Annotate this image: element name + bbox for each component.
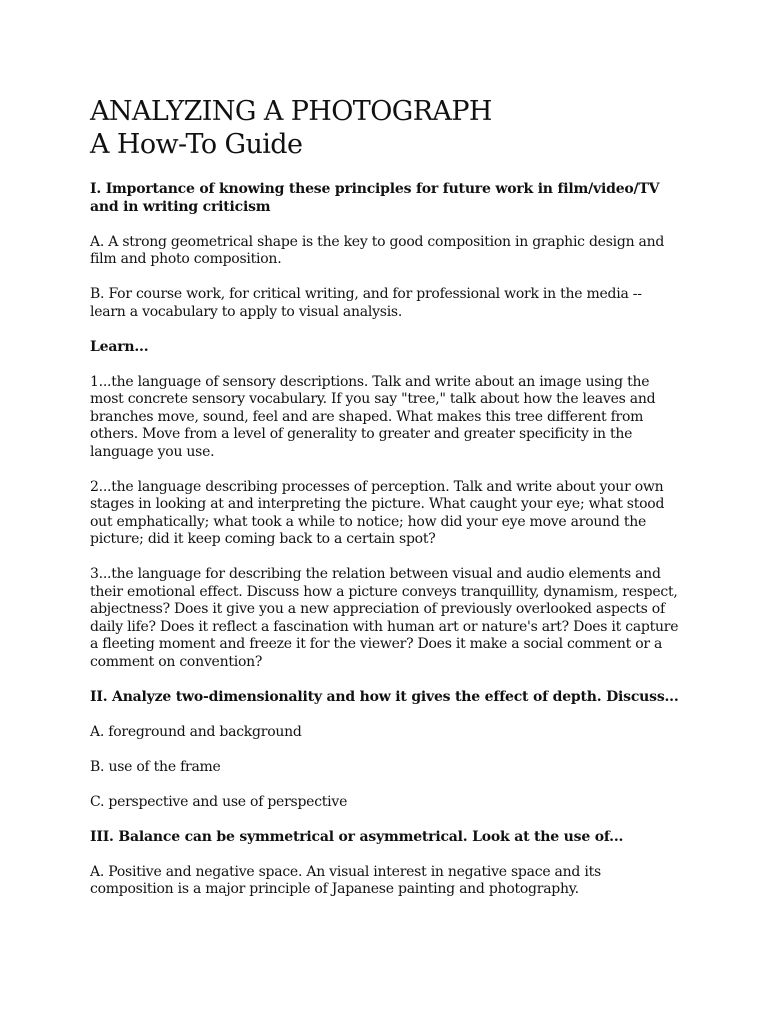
learn-item-1: 1...the language of sensory descriptions. Talk and write about an image using the most concrete sensory vocabulary. If you say "tree," talk about how the leaves and branches move, sound, feel and are shaped. What makes this tree different from others. Move from a level of generality to greater and greater specificity in the language you use.	[90, 373, 656, 460]
section-1-heading: I. Importance of knowing these principles for future work in film/video/TV and in writing criticism	[90, 181, 660, 215]
section-2-item-c: C. perspective and use of perspective	[90, 793, 348, 810]
section-3-item-a: A. Positive and negative space. An visual interest in negative space and its composition is a major principle of Japanese painting and photography.	[90, 863, 601, 897]
learn-heading: Learn...	[90, 338, 149, 355]
section-3-heading: III. Balance can be symmetrical or asymmetrical. Look at the use of...	[90, 828, 624, 845]
document-title: ANALYZING A PHOTOGRAPH	[90, 96, 492, 127]
learn-item-2: 2...the language describing processes of perception. Talk and write about your own stages in looking at and interpreting the picture. What caught your eye; what stood out emphatically; what took a while to notice; how did your eye move around the picture; did it keep coming back to a certain spot?	[90, 478, 665, 547]
section-2-item-a: A. foreground and background	[90, 723, 302, 740]
learn-item-3: 3...the language for describing the relation between visual and audio elements and their emotional effect. Discuss how a picture conveys tranquillity, dynamism, respect, abjectness? Does it give you a new appreciation of previously overlooked aspects of daily life? Does it reflect a fascination with human art or nature's art? Does it capture a fleeting moment and freeze it for the viewer? Does it make a social comment or a comment on convention?	[90, 566, 679, 670]
section-1-item-b: B. For course work, for critical writing, and for professional work in the media -- learn a vocabulary to apply to visual analysis.	[90, 286, 642, 320]
document-page	[90, 95, 680, 916]
section-1-item-a: A. A strong geometrical shape is the key to good composition in graphic design and film and photo composition.	[90, 233, 665, 267]
section-2-heading: II. Analyze two-dimensionality and how it gives the effect of depth. Discuss...	[90, 688, 679, 705]
section-2-item-b: B. use of the frame	[90, 758, 221, 775]
document-subtitle: A How-To Guide	[90, 129, 303, 160]
